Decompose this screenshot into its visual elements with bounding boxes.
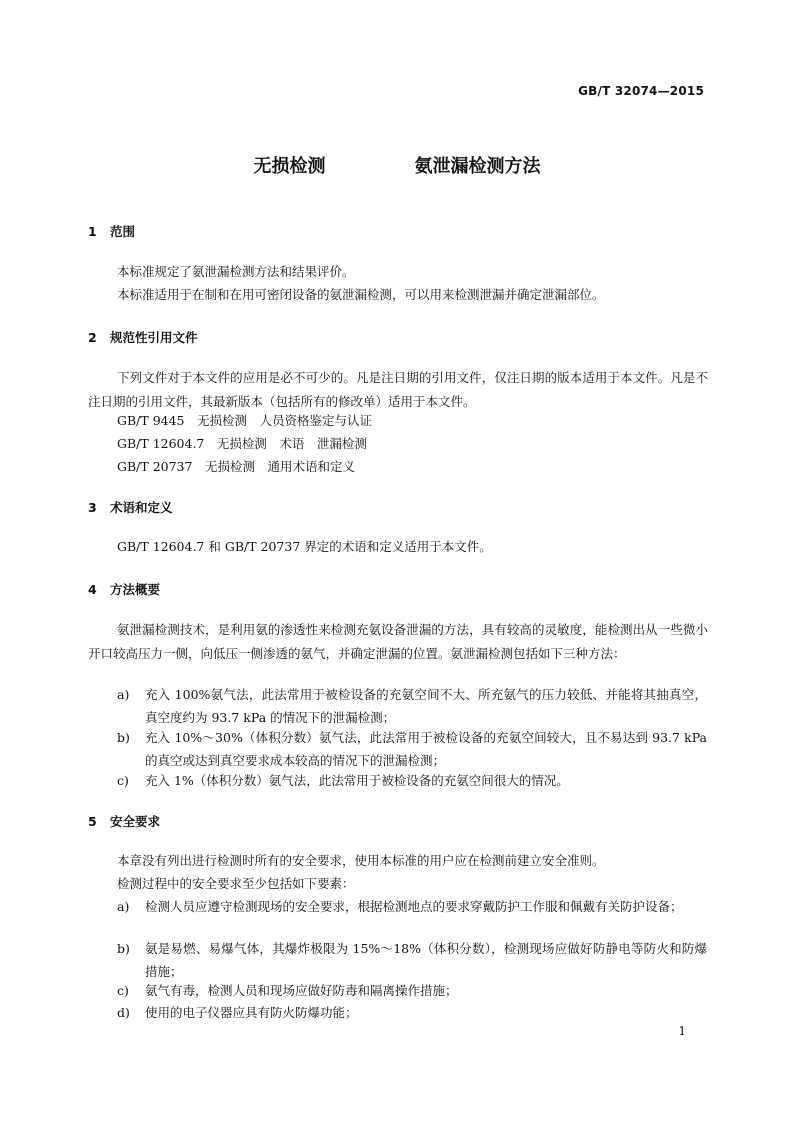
list-marker: a) bbox=[117, 899, 130, 914]
list-item-text: 使用的电子仪器应具有防火防爆功能； bbox=[145, 1005, 358, 1020]
section-number: 5 bbox=[88, 814, 97, 829]
paragraph: 下列文件对于本文件的应用是必不可少的。凡是注日期的引用文件，仅注日期的版本适用于本文件。凡是不注日期的引用文件，其最新版本（包括所有的修改单）适用于本文件。 bbox=[88, 370, 708, 409]
list-marker: c) bbox=[117, 983, 129, 998]
paragraph: 本标准适用于在制和在用可密闭设备的氨泄漏检测，可以用来检测泄漏并确定泄漏部位。 bbox=[117, 287, 605, 302]
section-title: 术语和定义 bbox=[110, 500, 173, 515]
section-number: 4 bbox=[88, 582, 97, 597]
section-title: 规范性引用文件 bbox=[110, 330, 198, 345]
section-number: 3 bbox=[88, 500, 97, 515]
list-item-text: 检测人员应遵守检测现场的安全要求，根据检测地点的要求穿戴防护工作服和佩戴有关防护设备； bbox=[145, 899, 683, 914]
list-item bbox=[117, 683, 707, 729]
standard-number: GB/T 32074—2015 bbox=[578, 84, 704, 98]
section-number: 2 bbox=[88, 330, 97, 345]
list-marker: d) bbox=[117, 1005, 130, 1020]
document-title: 无损检测 氨泄漏检测方法 bbox=[253, 156, 541, 177]
list-item-text: 氨气有毒，检测人员和现场应做好防毒和隔离操作措施； bbox=[145, 983, 458, 998]
reference-item: GB/T 9445 无损检测 人员资格鉴定与认证 bbox=[117, 413, 373, 428]
paragraph: GB/T 12604.7 和 GB/T 20737 界定的术语和定义适用于本文件。 bbox=[117, 539, 492, 554]
list-item bbox=[117, 726, 707, 772]
section-1-heading bbox=[88, 222, 135, 240]
section-title: 安全要求 bbox=[110, 814, 161, 829]
list-marker: b) bbox=[117, 941, 130, 956]
section-3-heading bbox=[88, 498, 173, 516]
section-title: 方法概要 bbox=[110, 582, 161, 597]
section-number: 1 bbox=[88, 224, 97, 239]
list-item-text: 充入 10%～30%（体积分数）氨气法，此法常用于被检设备的充氨空间较大，且不易达到 93.7 kPa的真空或达到真空要求成本较高的情况下的泄漏检测； bbox=[145, 730, 707, 768]
section-title: 范围 bbox=[110, 224, 136, 239]
paragraph: 氨泄漏检测技术，是利用氨的渗透性来检测充氨设备泄漏的方法，具有较高的灵敏度，能检测出从一些微小开口较高压力一侧，向低压一侧渗透的氨气，并确定泄漏的位置。氨泄漏检测包括如下三种方法： bbox=[88, 622, 708, 661]
list-marker: b) bbox=[117, 730, 130, 745]
list-marker: c) bbox=[117, 773, 129, 788]
reference-item: GB/T 12604.7 无损检测 术语 泄漏检测 bbox=[117, 436, 367, 451]
reference-item: GB/T 20737 无损检测 通用术语和定义 bbox=[117, 459, 355, 474]
list-item-text: 充入 1%（体积分数）氨气法，此法常用于被检设备的充氨空间很大的情况。 bbox=[145, 773, 569, 788]
list-item bbox=[117, 1001, 707, 1024]
section-4-heading bbox=[88, 580, 160, 598]
list-item bbox=[117, 937, 707, 983]
paragraph: 本章没有列出进行检测时所有的安全要求，使用本标准的用户应在检测前建立安全准则。 bbox=[117, 853, 605, 868]
list-item bbox=[117, 769, 707, 792]
list-item bbox=[117, 979, 707, 1002]
paragraph: 本标准规定了氨泄漏检测方法和结果评价。 bbox=[117, 264, 355, 279]
paragraph: 检测过程中的安全要求至少包括如下要素： bbox=[117, 876, 355, 891]
list-marker: a) bbox=[117, 687, 130, 702]
list-item-text: 氨是易燃、易爆气体，其爆炸极限为 15%～18%（体积分数），检测现场应做好防静电等防火和防爆措施； bbox=[145, 941, 707, 979]
list-item-text: 充入 100%氨气法，此法常用于被检设备的充氨空间不大、所充氨气的压力较低、并能将其抽真空，真空度约为 93.7 kPa 的情况下的泄漏检测； bbox=[145, 687, 707, 725]
section-5-heading bbox=[88, 812, 160, 830]
list-item bbox=[117, 895, 707, 918]
page-number: 1 bbox=[678, 1024, 686, 1038]
section-2-heading bbox=[88, 328, 198, 346]
